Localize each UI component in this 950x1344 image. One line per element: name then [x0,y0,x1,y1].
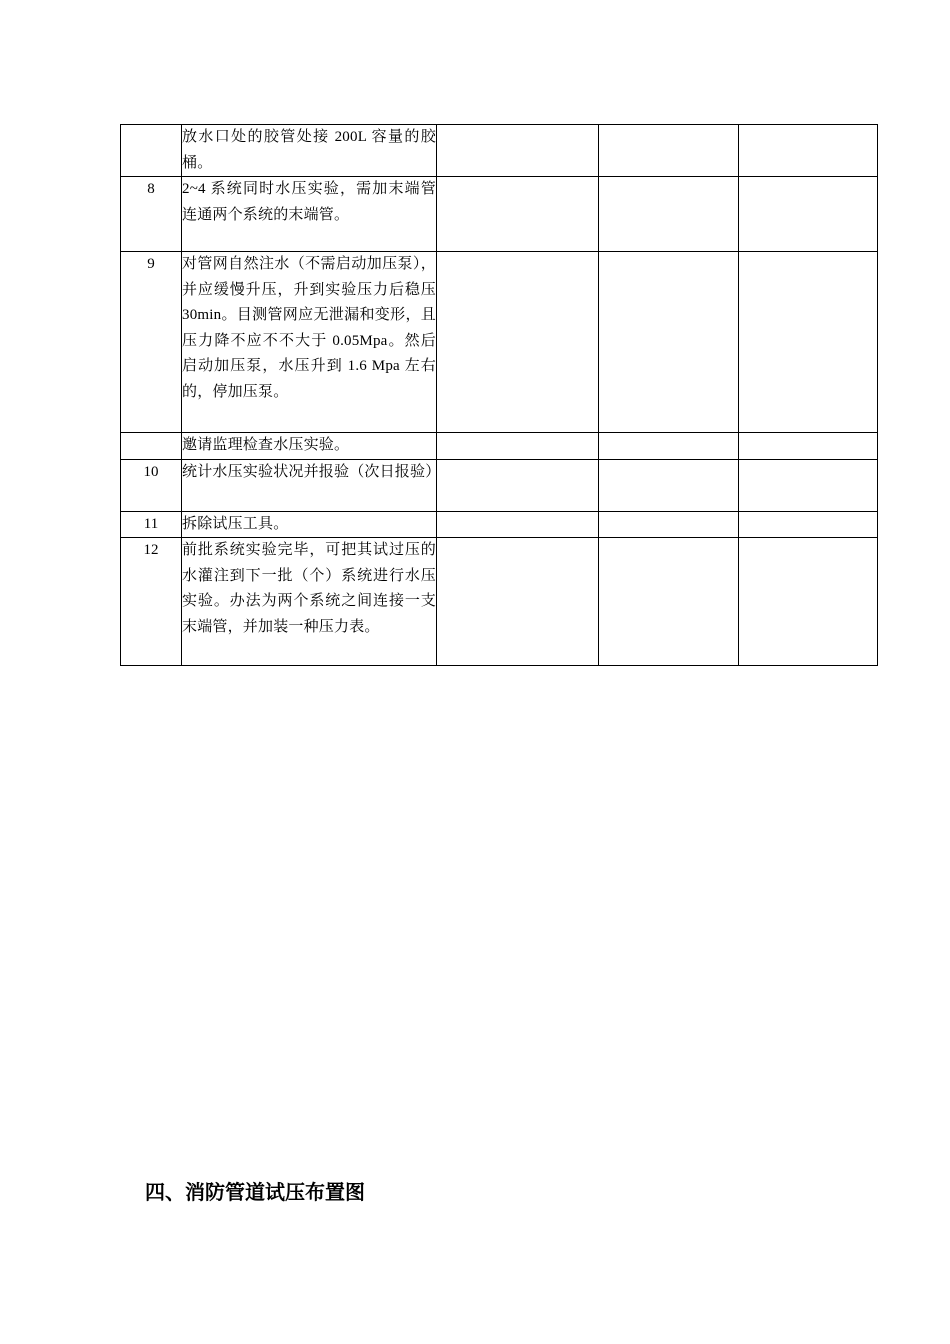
blank-cell [437,252,599,433]
blank-cell [739,125,878,177]
step-description: 放水口处的胶管处接 200L 容量的胶桶。 [182,125,437,177]
blank-cell [599,538,739,666]
table-row [121,177,878,252]
blank-cell [437,125,599,177]
table-row [121,433,878,460]
step-number [121,433,182,460]
procedure-table [120,124,878,666]
table-row [121,125,878,177]
table-row [121,511,878,538]
table-row [121,459,878,511]
step-description: 拆除试压工具。 [182,511,437,538]
step-number: 12 [121,538,182,666]
step-number: 10 [121,459,182,511]
blank-cell [599,511,739,538]
blank-cell [739,511,878,538]
blank-cell [739,459,878,511]
step-description: 统计水压实验状况并报验（次日报验） [182,459,437,511]
step-number: 8 [121,177,182,252]
blank-cell [437,433,599,460]
step-description: 邀请监理检查水压实验。 [182,433,437,460]
table-row [121,252,878,433]
blank-cell [599,177,739,252]
step-description: 前批系统实验完毕，可把其试过压的水灌注到下一批（个）系统进行水压实验。办法为两个系统之间连接一支末端管，并加装一种压力表。 [182,538,437,666]
step-description: 对管网自然注水（不需启动加压泵），并应缓慢升压，升到实验压力后稳压 30min。目测管网应无泄漏和变形，且压力降不应不不大于 0.05Mpa。然后启动加压泵，水压升到 1.6 Mpa 左右的，停加压泵。 [182,252,437,433]
blank-cell [437,459,599,511]
blank-cell [599,252,739,433]
blank-cell [739,177,878,252]
blank-cell [599,125,739,177]
step-number: 11 [121,511,182,538]
step-description: 2~4 系统同时水压实验，需加末端管连通两个系统的末端管。 [182,177,437,252]
blank-cell [739,538,878,666]
blank-cell [437,511,599,538]
blank-cell [739,433,878,460]
blank-cell [599,459,739,511]
step-number: 9 [121,252,182,433]
blank-cell [739,252,878,433]
table-row [121,538,878,666]
blank-cell [599,433,739,460]
step-number [121,125,182,177]
section-heading: 四、消防管道试压布置图 [145,1180,365,1204]
blank-cell [437,177,599,252]
blank-cell [437,538,599,666]
